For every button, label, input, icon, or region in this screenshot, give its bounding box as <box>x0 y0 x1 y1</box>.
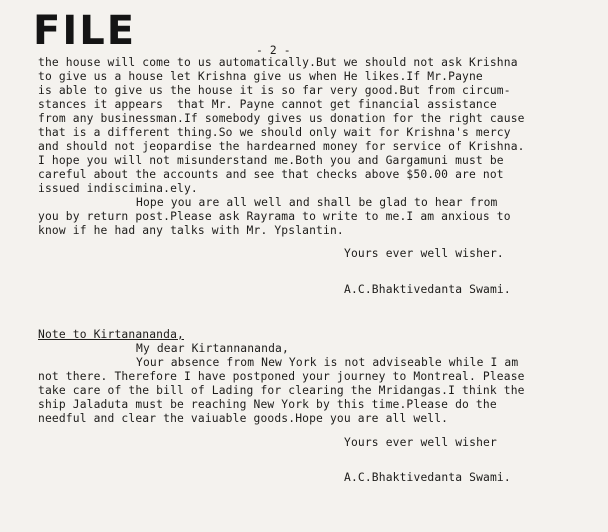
text-line: and should not jeopardise the hardearned money for service of Krishna. <box>38 140 525 153</box>
text-line: needful and clear the vaiuable goods.Hope you are all well. <box>38 412 449 425</box>
file-stamp: FILE <box>33 8 137 54</box>
signature-2: A.C.Bhaktivedanta Swami. <box>344 471 511 484</box>
text-line: to give us a house let Krishna give us when He likes.If Mr.Payne <box>38 70 483 83</box>
text-line: I hope you will not misunderstand me.Both you and Gargamuni must be <box>38 154 504 167</box>
bleed-through-stamp: ﾠ <box>520 21 563 72</box>
text-line: know if he had any talks with Mr. Ypslantin. <box>38 224 344 237</box>
text-line: stances it appears that Mr. Payne cannot get financial assistance <box>38 98 497 111</box>
salutation: My dear Kirtannananda, <box>136 342 289 355</box>
text-line: take care of the bill of Lading for clearing the Mridangas.I think the <box>38 384 525 397</box>
text-line: that is a different thing.So we should only wait for Krishna's mercy <box>38 126 511 139</box>
closing-2: Yours ever well wisher <box>344 436 497 449</box>
note-heading: Note to Kirtanananda, <box>38 328 184 341</box>
closing-1: Yours ever well wisher. <box>344 247 504 260</box>
text-line: careful about the accounts and see that checks above $50.00 are not <box>38 168 504 181</box>
text-line: the house will come to us automatically.But we should not ask Krishna <box>38 56 518 69</box>
text-line: Hope you are all well and shall be glad to hear from <box>136 196 498 209</box>
page-number: - 2 - <box>256 44 291 57</box>
text-line: issued indiscimina.ely. <box>38 182 198 195</box>
text-line: not there. Therefore I have postponed your journey to Montreal. Please <box>38 370 525 383</box>
text-line: from any businessman.If somebody gives us donation for the right cause <box>38 112 525 125</box>
text-line: is able to give us the house it is so far very good.But from circum- <box>38 84 511 97</box>
text-line: you by return post.Please ask Rayrama to write to me.I am anxious to <box>38 210 511 223</box>
text-line: Your absence from New York is not adviseable while I am <box>136 356 519 369</box>
signature-1: A.C.Bhaktivedanta Swami. <box>344 283 511 296</box>
text-line: ship Jaladuta must be reaching New York by this time.Please do the <box>38 398 497 411</box>
